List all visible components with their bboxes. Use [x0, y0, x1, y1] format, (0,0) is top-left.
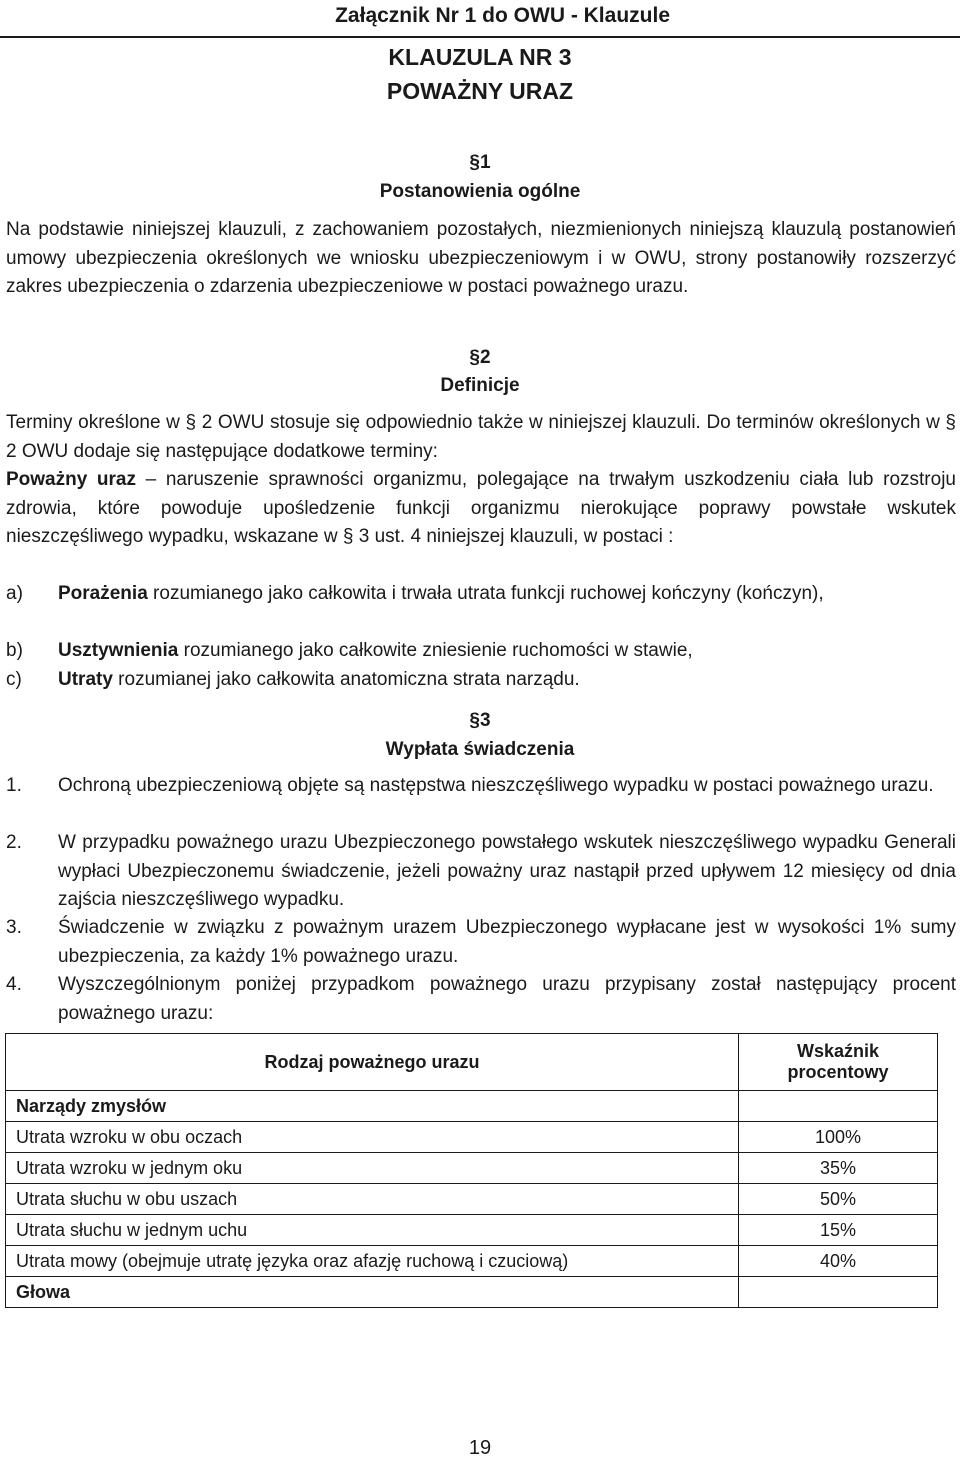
injury-name: Utrata wzroku w obu oczach — [6, 1122, 739, 1153]
item-marker: 4. — [6, 974, 22, 995]
header-title: Załącznik Nr 1 do OWU - Klauzule — [335, 4, 670, 27]
item-marker: 3. — [6, 917, 22, 938]
table-row — [6, 1153, 938, 1184]
clause-title: POWAŻNY URAZ — [386, 78, 574, 104]
payout-item-3 — [6, 914, 956, 971]
page-header — [0, 0, 960, 38]
item-text: Wyszczególnionym poniżej przypadkom poważnego urazu przypisany został następujący procent poważnego urazu: — [58, 974, 956, 1024]
injury-name: Utrata słuchu w jednym uchu — [6, 1215, 739, 1246]
column-header-percent: Wskaźnik procentowy — [739, 1034, 938, 1091]
table-row — [6, 1246, 938, 1277]
table-group-row — [6, 1277, 938, 1308]
injury-percent: 40% — [739, 1246, 938, 1277]
definition-text: – naruszenie sprawności organizmu, polegające na trwałym uszkodzeniu ciała lub rozstroju zdrowia, które powoduje upośledzenie funkcji organizmu nierokujące poprawy powstałe wskutek nieszczęśliwego wypadku, wskazane w § 3 ust. 4 niniejszej klauzuli, w postaci : — [6, 469, 956, 547]
injury-percent: 50% — [739, 1184, 938, 1215]
payout-item-2 — [6, 829, 956, 915]
definition-serious-injury — [6, 466, 956, 552]
injury-rate-table — [5, 1033, 938, 1308]
table-group-row — [6, 1091, 938, 1122]
item-marker: 2. — [6, 832, 22, 853]
section-1-heading: Postanowienia ogólne — [379, 181, 581, 202]
item-marker: 1. — [6, 775, 22, 796]
section-2-intro: Terminy określone w § 2 OWU stosuje się odpowiednio także w niniejszej klauzuli. Do terminów określonych w § 2 OWU dodaje się następujące dodatkowe terminy: — [6, 412, 956, 462]
table-cell — [739, 1277, 938, 1308]
payout-item-1 — [6, 772, 956, 801]
injury-name: Utrata słuchu w obu uszach — [6, 1184, 739, 1215]
injury-percent: 35% — [739, 1153, 938, 1184]
item-text: rozumianej jako całkowita anatomiczna strata narządu. — [112, 669, 580, 690]
injury-percent: 15% — [739, 1215, 938, 1246]
item-text: Ochroną ubezpieczeniową objęte są następstwa nieszczęśliwego wypadku w postaci poważnego urazu. — [58, 775, 934, 796]
group-label-senses: Narządy zmysłów — [6, 1091, 739, 1122]
table-row — [6, 1122, 938, 1153]
item-marker: b) — [6, 640, 23, 661]
clause-number: KLAUZULA NR 3 — [388, 44, 572, 70]
page-number: 19 — [468, 1437, 492, 1459]
section-3-heading: Wypłata świadczenia — [385, 739, 575, 760]
item-text: rozumianego jako całkowita i trwała utrata funkcji ruchowej kończyny (kończyn), — [147, 583, 824, 604]
item-text: Świadczenie w związku z poważnym urazem Ubezpieczonego wypłacane jest w wysokości 1% sumy ubezpieczenia, za każdy 1% poważnego urazu. — [58, 917, 956, 967]
section-1-text: Na podstawie niniejszej klauzuli, z zachowaniem pozostałych, niezmienionych niniejszą klauzulą postanowień umowy ubezpieczenia określonych we wniosku ubezpieczeniowym i w OWU, strony postanowiły rozszerzyć zakres ubezpieczenia o zdarzenia ubezpieczeniowe w postaci poważnego urazu. — [6, 219, 956, 297]
definition-term: Poważny uraz — [6, 469, 137, 490]
table-cell — [739, 1091, 938, 1122]
item-marker: a) — [6, 583, 23, 604]
table-header-row — [6, 1034, 938, 1091]
item-text: W przypadku poważnego urazu Ubezpieczonego powstałego wskutek nieszczęśliwego wypadku Generali wypłaci Ubezpieczonemu świadczenie, jeżeli poważny uraz nastąpił przed upływem 12 miesięcy od dnia zajścia nieszczęśliwego wypadku. — [58, 832, 956, 910]
table-row — [6, 1215, 938, 1246]
definition-item-c — [6, 666, 956, 695]
group-label-head: Głowa — [6, 1277, 739, 1308]
injury-name: Utrata mowy (obejmuje utratę języka oraz afazję ruchową i czuciową) — [6, 1246, 739, 1277]
item-term: Usztywnienia — [58, 640, 179, 661]
injury-name: Utrata wzroku w jednym oku — [6, 1153, 739, 1184]
section-2-heading: Definicje — [440, 375, 520, 396]
injury-percent: 100% — [739, 1122, 938, 1153]
payout-item-4 — [6, 971, 956, 1028]
column-header-injury-type: Rodzaj poważnego urazu — [6, 1034, 739, 1091]
item-text: rozumianego jako całkowite zniesienie ruchomości w stawie, — [178, 640, 693, 661]
section-3-number: §3 — [469, 710, 491, 731]
table-row — [6, 1184, 938, 1215]
item-marker: c) — [6, 669, 22, 690]
item-term: Utraty — [58, 669, 113, 690]
definition-item-a — [6, 580, 956, 609]
section-1-number: §1 — [469, 152, 491, 173]
definition-item-b — [6, 637, 956, 666]
item-term: Porażenia — [58, 583, 148, 604]
section-2-number: §2 — [469, 347, 491, 368]
